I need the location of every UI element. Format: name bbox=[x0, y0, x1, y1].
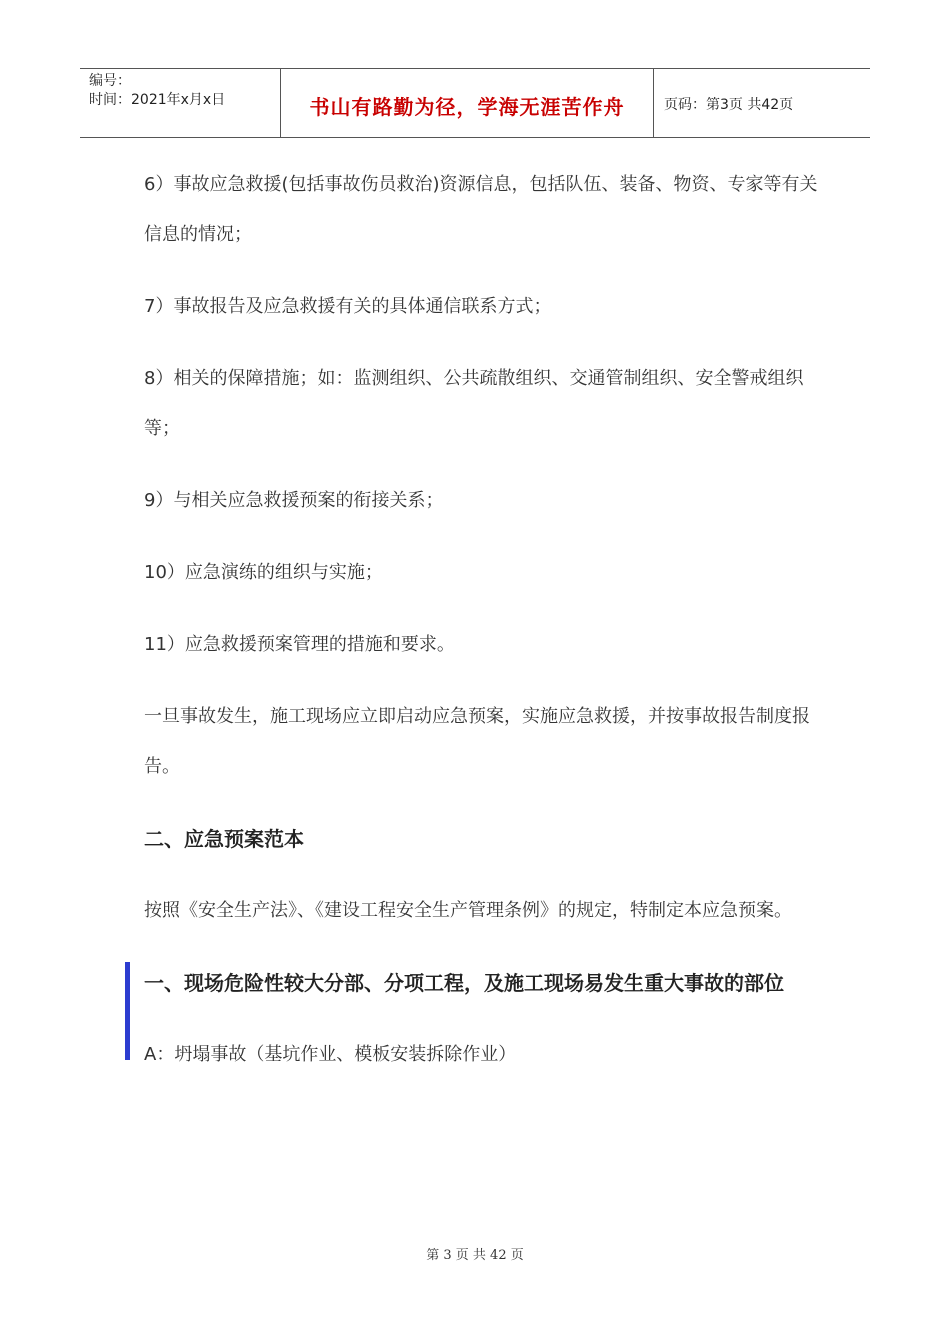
list-item-9: 9）与相关应急救援预案的衔接关系； bbox=[144, 490, 444, 511]
header-page-info bbox=[654, 69, 870, 137]
header-page-number: 页码：第3页 共42页 bbox=[664, 97, 794, 113]
heading-accent-bar bbox=[125, 962, 130, 1060]
law-paragraph: 按照《安全生产法》、《建设工程安全生产管理条例》的规定，特制定本应急预案。 bbox=[144, 900, 792, 921]
header-motto: 书山有路勤为径，学海无涯苦作舟 bbox=[309, 94, 625, 119]
document-number-label: 编号： bbox=[89, 73, 131, 89]
page-header bbox=[80, 68, 870, 138]
list-item-8: 8）相关的保障措施；如：监测组织、公共疏散组织、交通管制组织、安全警戒组织等； bbox=[144, 368, 804, 439]
section-heading-1-block bbox=[144, 958, 824, 1008]
list-item-11: 11）应急救援预案管理的措施和要求。 bbox=[144, 634, 455, 655]
section-heading-1: 一、现场危险性较大分部、分项工程，及施工现场易发生重大事故的部位 bbox=[144, 971, 784, 995]
header-motto-cell bbox=[281, 69, 654, 137]
list-item-10: 10）应急演练的组织与实施； bbox=[144, 562, 383, 583]
document-body bbox=[144, 160, 824, 1102]
page-footer: 第 3 页 共 42 页 bbox=[426, 1248, 524, 1263]
section-heading-2: 二、应急预案范本 bbox=[144, 827, 304, 851]
list-item-6: 6）事故应急救援(包括事故伤员救治)资源信息，包括队伍、装备、物资、专家等有关信息的情况； bbox=[144, 174, 818, 245]
header-meta bbox=[80, 69, 281, 137]
document-date-label: 时间：2021年x月x日 bbox=[89, 92, 226, 108]
item-a-paragraph: A：坍塌事故（基坑作业、模板安装拆除作业） bbox=[144, 1044, 517, 1065]
accident-paragraph: 一旦事故发生，施工现场应立即启动应急预案，实施应急救援，并按事故报告制度报告。 bbox=[144, 706, 810, 777]
list-item-7: 7）事故报告及应急救援有关的具体通信联系方式； bbox=[144, 296, 552, 317]
